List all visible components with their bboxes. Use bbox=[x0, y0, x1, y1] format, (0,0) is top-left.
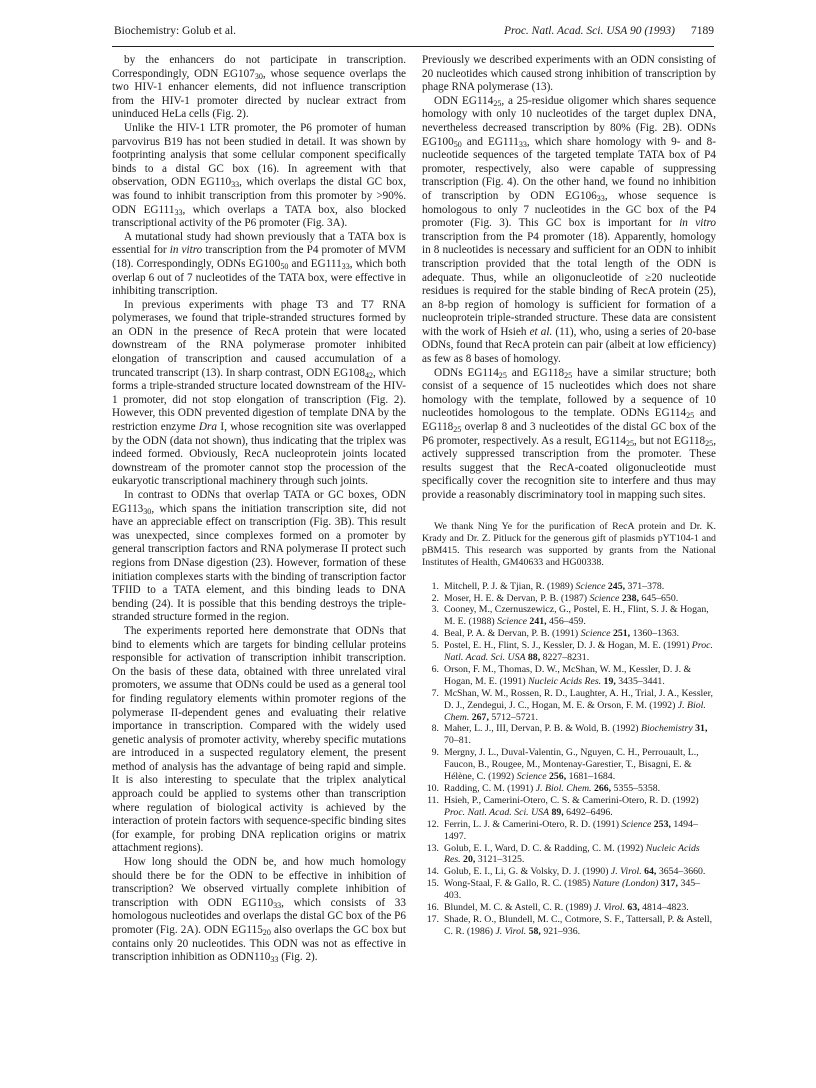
reference-number: 10. bbox=[426, 783, 439, 794]
reference-number: 15. bbox=[426, 878, 439, 890]
reference-number: 16. bbox=[426, 902, 439, 914]
body-paragraph: Unlike the HIV-1 LTR promoter, the P6 promoter of human parvovirus B19 has not been studied in detail. It was shown by footprinting analysis that some cellular component specifically binds to a distal GC box (16). In agreement with that observation, ODN $EG110_{33}$, which overlaps the distal GC box, was found to inhibit transcription from this promoter by >90%. ODN $EG111_{33}$, which overlaps a TATA box, also blocked transcriptional activity of the P6 promoter (Fig. 3A). bbox=[112, 121, 406, 230]
reference-number: 17. bbox=[426, 913, 439, 925]
reference-number: 9. bbox=[431, 747, 439, 759]
running-head-title: Biochemistry: Golub et al. bbox=[114, 25, 237, 37]
reference-list bbox=[422, 581, 716, 938]
reference-item: 6. Orson, F. M., Thomas, D. W., McShan, W. M., Kessler, D. J. & Hogan, M. E. (1991) Nucleic Acids Res. 19, 3435–3441. bbox=[422, 664, 716, 688]
reference-item: 1. Mitchell, P. J. & Tjian, R. (1989) Science 245, 371–378. bbox=[422, 581, 716, 593]
reference-item: 14. Golub, E. I., Li, G. & Volsky, D. J. (1990) J. Virol. 64, 3654–3660. bbox=[422, 866, 716, 878]
body-paragraph: In previous experiments with phage T3 and T7 RNA polymerases, we found that triple-stranded structures formed by an ODN in the presence of RecA protein that were located downstream of the RNA polymerase promoter inhibited elongation of transcription and caused accumulation of a truncated transcript (13). In sharp contrast, ODN $EG108_{42}$, which forms a triple-stranded structure located downstream of the HIV-1 promoter, did not stop elongation of transcription (Fig. 2). However, this ODN prevented digestion of template DNA by the restriction enzyme Dra I, whose recognition site was overlapped by the ODN (data not shown), thus indicating that the triplex was indeed formed. Obviously, RecA nucleoprotein joints located downstream of the promoter cannot stop the procession of the eukaryotic transcriptional machinery through such joints. bbox=[112, 298, 407, 488]
running-head-journal bbox=[504, 25, 714, 37]
reference-item: 12. Ferrin, L. J. & Camerini-Otero, R. D. (1991) Science 253, 1494–1497. bbox=[422, 819, 716, 843]
body-paragraph: How long should the ODN be, and how much homology should there be for the ODN to be effective in inhibition of transcription? We observed virtually complete inhibition of transcription with ODN $EG110_{33}$, which consists of 33 homologous nucleotides and overlaps the distal GC box of the P6 promoter (Fig. 2A). ODN $EG115_{20}$ also overlaps the GC box but contains only 20 nucleotides. This ODN was not as effective in transcription inhibition as $ODN110_{33}$ (Fig. 2). bbox=[112, 856, 406, 965]
reference-number: 2. bbox=[431, 592, 439, 604]
reference-number: 6. bbox=[431, 663, 439, 675]
reference-item: 16. Blundel, M. C. & Astell, C. R. (1989) J. Virol. 63, 4814–4823. bbox=[422, 902, 716, 914]
body-paragraph: A mutational study had shown previously that a TATA box is essential for in vitro transcription from the P4 promoter of MVM (18). Correspondingly, ODNs $EG100_{50}$ and $EG111_{33}$, which both overlap 6 out of 7 nucleotides of the TATA box, were effective in inhibiting transcription. bbox=[112, 230, 407, 298]
reference-item: 17. Shade, R. O., Blundell, M. C., Cotmore, S. F., Tattersall, P. & Astell, C. R. (1986) J. Virol. 58, 921–936. bbox=[422, 914, 716, 938]
page-number: 7189 bbox=[691, 25, 714, 37]
reference-number: 3. bbox=[431, 604, 439, 616]
reference-number: 4. bbox=[431, 628, 439, 640]
body-paragraph: In contrast to ODNs that overlap TATA or GC boxes, ODN $EG113_{30}$, which spans the initiation transcription site, did not have an appreciable effect on transcription (Fig. 3B). This result was unexpected, since complexes formed on a promoter by general transcription factors and RNA polymerase II protect such regions from DNase digestion (23). However, formation of these initiation complexes starts with the binding of transcription factor TFIID to a TATA element, and this binding leads to DNA bending (24). It is possible that this bending destroys the triple-stranded structure formed in the region. bbox=[112, 489, 406, 624]
reference-item: 15. Wong-Staal, F. & Gallo, R. C. (1985) Nature (London) 317, 345–403. bbox=[422, 878, 716, 902]
reference-item: 9. Mergny, J. L., Duval-Valentin, G., Nguyen, C. H., Perrouault, L., Faucon, B., Rougee, M., Montenay-Garestier, T., Bisagni, E. & Hélène, C. (1992) Science 256, 1681–1684. bbox=[422, 747, 716, 783]
reference-item: 10. Radding, C. M. (1991) J. Biol. Chem. 266, 5355–5358. bbox=[422, 783, 716, 795]
left-text-column bbox=[112, 54, 406, 965]
reference-item: 13. Golub, E. I., Ward, D. C. & Radding, C. M. (1992) Nucleic Acids Res. 20, 3121–3125. bbox=[422, 843, 716, 867]
reference-number: 11. bbox=[427, 794, 439, 806]
reference-number: 1. bbox=[431, 580, 439, 592]
body-paragraph: ODN $EG114_{25}$, a 25-residue oligomer which shares sequence homology with only 10 nucleotides of the target duplex DNA, nevertheless decreased transcription by 80% (Fig. 2B). ODNs $EG100_{50}$ and $EG111_{33}$, which share homology with 9- and 8-nucleotide sequences of the targeted template TATA box of P4 promoter, respectively, also were capable of suppressing transcription (Fig. 4). On the other hand, we found no inhibition of transcription by ODN $EG106_{33}$, whose sequence is homologous to only 7 nucleotides in the GC box of the P4 promoter (Fig. 3). This GC box is important for in vitro transcription from the P4 promoter (18). Apparently, homology in 8 nucleotides is necessary and sufficient for an ODN to inhibit transcription provided that the total length of the ODN is adequate. Thus, while an oligonucleotide of ≥20 nucleotide residues is required for the stable binding of RecA protein (25), an 8-bp region of homology is sufficient for formation of a nucleoprotein triple-stranded structure. These data are consistent with the work of Hsieh et al. (11), who, using a series of 20-base ODNs, found that RecA protein can pair (albeit at low efficiency) as few as 8 bases of homology. bbox=[422, 94, 717, 366]
reference-item: 3. Cooney, M., Czernuszewicz, G., Postel, E. H., Flint, S. J. & Hogan, M. E. (1988) Science 241, 456–459. bbox=[422, 604, 716, 628]
reference-number: 12. bbox=[426, 818, 439, 830]
running-header bbox=[112, 22, 714, 47]
reference-number: 14. bbox=[426, 866, 439, 878]
body-paragraph: The experiments reported here demonstrate that ODNs that bind to elements which are targets for binding cellular proteins responsible for activation of transcription inhibit transcription. On the basis of these data, obtained with three unrelated viral promoters, we assume that ODNs could be used as a general tool for finding regulatory elements within promoter regions of the polymerase II-dependent genes and evaluating their relative importance in transcription. Compared with the widely used genetic analysis of promoter activity, whereby specific mutations are introduced in a suspected regulatory element, the present method of analysis has the advantage of being rapid and simple. It is also interesting to speculate that the triplex analytical approach could be applied to systems other than transcription where regulation of biological activity is achieved by the interaction of protein factors with sequence-specific binding sites (for example, for probing DNA replication origins or matrix attachment regions). bbox=[112, 624, 406, 855]
right-text-column bbox=[422, 54, 716, 938]
reference-number: 8. bbox=[431, 723, 439, 735]
reference-item: 2. Moser, H. E. & Dervan, P. B. (1987) Science 238, 645–650. bbox=[422, 593, 716, 605]
body-paragraph: ODNs $EG114_{25}$ and $EG118_{25}$ have a similar structure; both consist of a sequence of 15 nucleotides which does not share homology with the template, followed by a sequence of 10 nucleotides homologous to the template. ODNs $EG114_{25}$ and $EG118_{25}$ overlap 8 and 3 nucleotides of the distal GC box of the P6 promoter, respectively. As a result, $EG114_{25}$, but not $EG118_{25}$, actively suppressed transcription from the promoter. These results suggest that the RecA-coated oligonucleotide must specifically cover the recognition site to interfere and thus may provide a reasonably discriminatory tool in mapping such sites. bbox=[422, 366, 717, 501]
reference-item: 5. Postel, E. H., Flint, S. J., Kessler, D. J. & Hogan, M. E. (1991) Proc. Natl. Acad. Sci. USA 88, 8227–8231. bbox=[422, 640, 716, 664]
reference-item: 4. Beal, P. A. & Dervan, P. B. (1991) Science 251, 1360–1363. bbox=[422, 628, 716, 640]
reference-item: 8. Maher, L. J., III, Dervan, P. B. & Wold, B. (1992) Biochemistry 31, 70–81. bbox=[422, 723, 716, 747]
journal-citation: Proc. Natl. Acad. Sci. USA 90 (1993) bbox=[504, 25, 675, 37]
reference-number: 5. bbox=[431, 640, 439, 652]
body-paragraph: by the enhancers do not participate in transcription. Correspondingly, ODN $EG107_{30}$, whose sequence overlaps the two HIV-1 enhancer elements, did not influence transcription from the HIV-1 promoter directed by nuclear extract from uninduced HeLa cells (Fig. 2). bbox=[112, 54, 407, 121]
reference-item: 11. Hsieh, P., Camerini-Otero, C. S. & Camerini-Otero, R. D. (1992) Proc. Natl. Acad. Sci. USA 89, 6492–6496. bbox=[422, 795, 716, 819]
acknowledgments: We thank Ning Ye for the purification of RecA protein and Dr. K. Krady and Dr. Z. Pitluck for the generous gift of plasmids pYT104-1 and pBM415. This research was supported by grants from the National Institutes of Health, GM40633 and HG00338. bbox=[422, 520, 716, 568]
reference-item: 7. McShan, W. M., Rossen, R. D., Laughter, A. H., Trial, J. A., Kessler, D. J., Zendegui, J. C., Hogan, M. E. & Orson, F. M. (1992) J. Biol. Chem. 267, 5712–5721. bbox=[422, 688, 716, 724]
body-paragraph: Previously we described experiments with an ODN consisting of 20 nucleotides which caused strong inhibition of transcription by phage RNA polymerase (13). bbox=[422, 54, 716, 94]
reference-number: 7. bbox=[431, 687, 439, 699]
reference-number: 13. bbox=[426, 842, 439, 854]
